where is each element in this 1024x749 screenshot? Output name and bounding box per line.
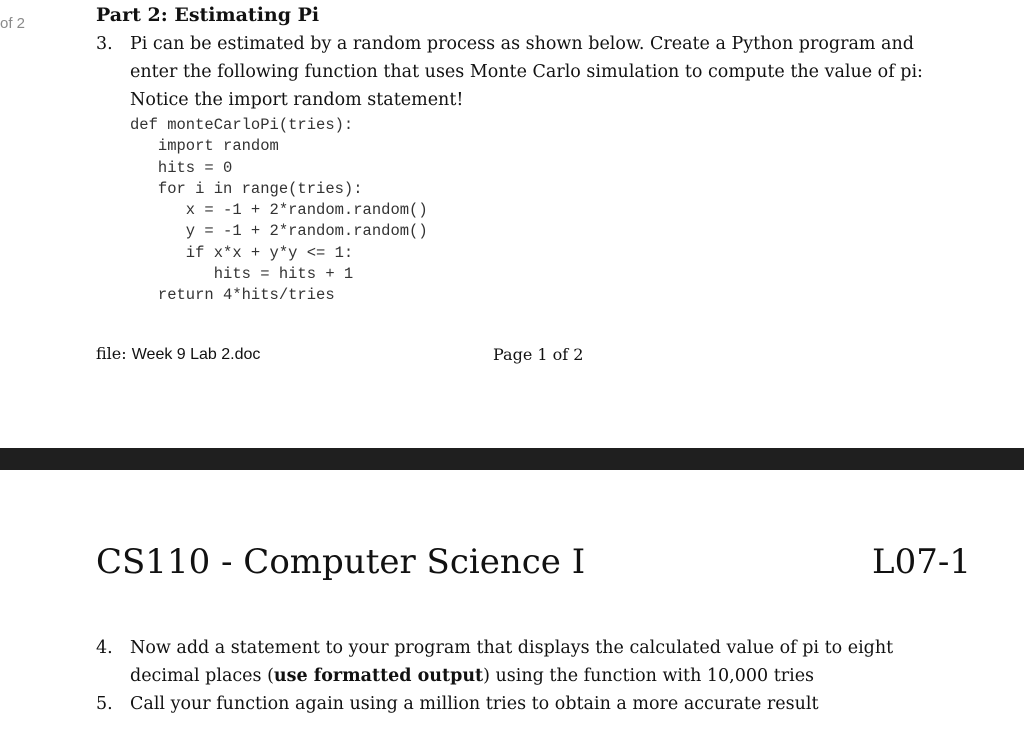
page-divider	[0, 448, 1024, 470]
code-line: hits = 0	[130, 158, 233, 177]
page-count-fragment: of 2	[0, 15, 26, 32]
code-line: return 4*hits/tries	[130, 286, 335, 305]
code-line: x = -1 + 2*random.random()	[130, 201, 428, 220]
list-number: 3.	[96, 34, 113, 54]
text-run: ) using the function with 10,000 tries	[483, 666, 815, 686]
list-number: 5.	[96, 694, 113, 714]
code-line: import random	[130, 137, 279, 156]
item-text-line: enter the following function that uses Monte Carlo simulation to compute the value of pi:	[130, 62, 923, 82]
code-line: hits = hits + 1	[130, 265, 354, 284]
file-name: Week 9 Lab 2.doc	[131, 346, 261, 363]
code-line: if x*x + y*y <= 1:	[130, 243, 354, 262]
lab-code: L07-1	[872, 542, 971, 582]
code-line: def monteCarloPi(tries):	[130, 116, 354, 134]
item-text-line: Call your function again using a million tries to obtain a more accurate result	[130, 694, 819, 714]
code-line: for i in range(tries):	[130, 179, 363, 198]
text-run: decimal places (	[130, 666, 274, 686]
footer-filename	[96, 344, 260, 364]
item-text-line: Notice the import random statement!	[130, 90, 464, 110]
list-number: 4.	[96, 638, 113, 658]
footer-page-number: Page 1 of 2	[493, 345, 584, 364]
bold-emphasis: use formatted output	[273, 666, 484, 686]
file-label: file:	[96, 344, 132, 363]
code-block	[130, 115, 428, 307]
item-text-line	[130, 663, 814, 689]
item-text-line: Pi can be estimated by a random process as shown below. Create a Python program and	[130, 34, 914, 54]
item-text-line: Now add a statement to your program that displays the calculated value of pi to eight	[130, 638, 894, 658]
course-title: CS110 - Computer Science I	[96, 542, 586, 582]
section-heading: Part 2: Estimating Pi	[96, 4, 320, 26]
code-line: y = -1 + 2*random.random()	[130, 222, 428, 241]
